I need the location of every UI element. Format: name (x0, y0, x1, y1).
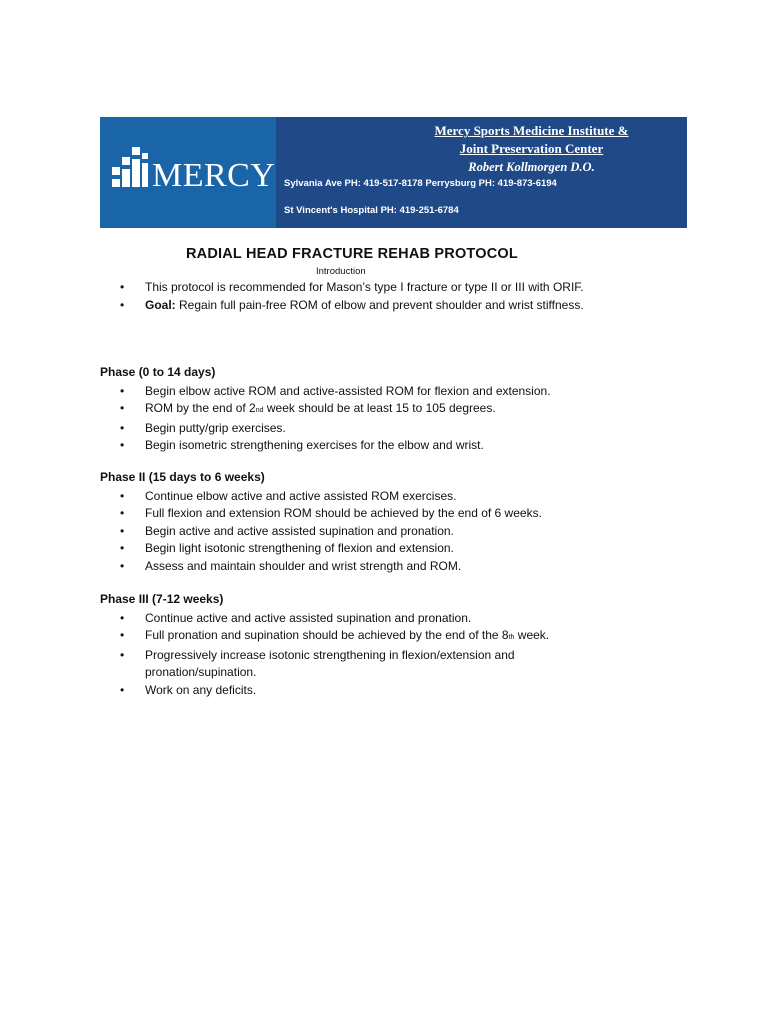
list-item: • Begin isometric strengthening exercises for the elbow and wrist. (100, 437, 600, 455)
list-item: • Begin elbow active ROM and active-assisted ROM for flexion and extension. (100, 383, 600, 401)
list-item: • Assess and maintain shoulder and wrist strength and ROM. (100, 558, 600, 576)
institute-name-line2: Joint Preservation Center (459, 141, 604, 156)
list-item: • Continue active and active assisted supination and pronation. (100, 610, 600, 628)
list-item-text: Full pronation and supination should be achieved by the end of the 8 (145, 628, 509, 642)
phase-2-heading: Phase II (15 days to 6 weeks) (100, 470, 265, 484)
phase-1-heading: Phase (0 to 14 days) (100, 365, 216, 379)
phase-2-section (100, 469, 600, 575)
document-subtitle: Introduction (316, 266, 366, 277)
list-item: • Work on any deficits. (100, 682, 600, 700)
mercy-logo (100, 117, 276, 228)
phase-2-list (100, 488, 600, 576)
intro-section (100, 279, 600, 314)
logo-wordmark: MERCY (152, 157, 276, 194)
list-item: • Begin active and active assisted supination and pronation. (100, 523, 600, 541)
intro-list (100, 279, 600, 314)
list-item: • Progressively increase isotonic strengthening in flexion/extension and pronation/supination. (100, 647, 600, 682)
list-item-text: week should be at least 15 to 105 degrees. (263, 401, 496, 415)
goal-label: Goal: (145, 297, 176, 312)
list-item (100, 400, 600, 420)
list-item-text: ROM by the end of 2 (145, 401, 256, 415)
list-item: • Begin putty/grip exercises. (100, 420, 600, 438)
list-item: • Continue elbow active and active assisted ROM exercises. (100, 488, 600, 506)
list-item (100, 297, 600, 315)
list-item-text: week. (514, 628, 550, 642)
header-banner (100, 117, 687, 228)
phase-1-section (100, 364, 600, 455)
ordinal-suffix: nd (255, 407, 264, 414)
list-item (100, 627, 600, 647)
list-item: • Full flexion and extension ROM should be achieved by the end of 6 weeks. (100, 505, 600, 523)
goal-text: Regain full pain-free ROM of elbow and prevent shoulder and wrist stiffness. (175, 297, 584, 312)
institute-name-line1: Mercy Sports Medicine Institute & (434, 123, 629, 138)
phase-3-section (100, 591, 600, 699)
institute-info (276, 117, 687, 228)
phone-line-2: St Vincent's Hospital PH: 419-251-6784 (284, 205, 459, 216)
document-title: RADIAL HEAD FRACTURE REHAB PROTOCOL (186, 246, 518, 262)
mercy-cross-icon (110, 139, 150, 199)
phase-1-list (100, 383, 600, 455)
phase-3-heading: Phase III (7-12 weeks) (100, 592, 224, 606)
phase-3-list (100, 610, 600, 700)
list-item: • Begin light isotonic strengthening of flexion and extension. (100, 540, 600, 558)
phone-line-1: Sylvania Ave PH: 419-517-8178 Perrysburg PH: 419-873-6194 (284, 178, 557, 189)
doctor-name: Robert Kollmorgen D.O. (468, 160, 595, 174)
list-item: • This protocol is recommended for Mason’s type I fracture or type II or III with ORIF. (100, 279, 600, 297)
ordinal-suffix: th (508, 634, 515, 641)
